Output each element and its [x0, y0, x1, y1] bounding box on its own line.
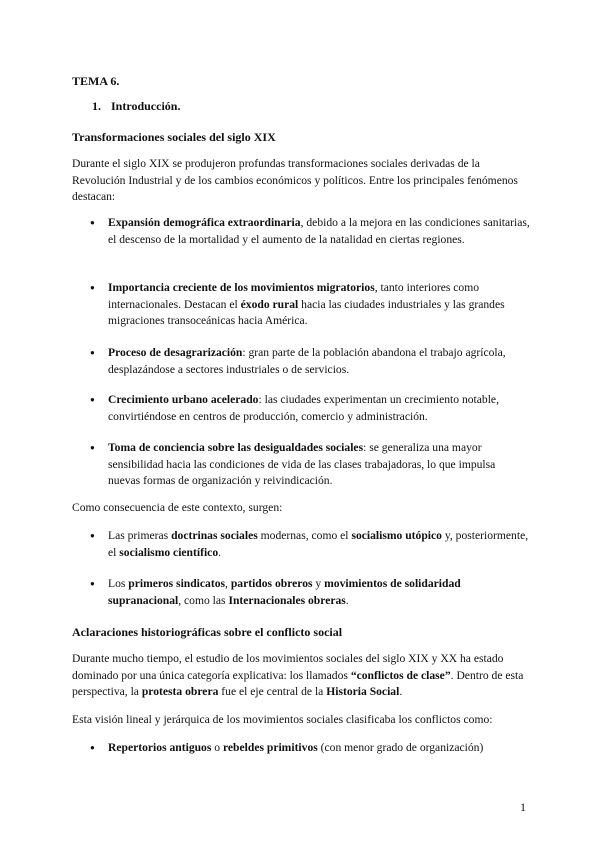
- list-item: [90, 392, 530, 425]
- list-item: [90, 280, 530, 330]
- item-text: Los: [108, 577, 129, 590]
- item-text: fue el eje central de la: [218, 685, 327, 698]
- item-text: . Dentro de esta perspectiva, la: [72, 668, 524, 698]
- item-text: Las primeras: [108, 529, 172, 542]
- intro-title: Introducción.: [111, 99, 181, 113]
- paragraph-classification: Esta visión lineal y jerárquica de los movimientos sociales clasificaba los conflictos como:: [72, 713, 493, 726]
- item-text: Durante mucho tiempo, el estudio de los movimientos sociales del siglo XIX y XX ha estado dominado por una única categoría explicativa: los llamados: [72, 652, 504, 682]
- bold-term: movimientos de solidaridad supranacional: [108, 577, 461, 607]
- bold-term: Importancia creciente de los movimientos migratorios: [108, 281, 375, 294]
- bold-term: Expansión demográfica extraordinaria: [108, 216, 301, 229]
- bold-term: protesta obrera: [141, 685, 219, 698]
- page-number: 1: [520, 800, 526, 814]
- section-title-aclaraciones: Aclaraciones historiográficas sobre el conflicto social: [72, 625, 343, 639]
- bold-term: primeros sindicatos: [128, 577, 226, 590]
- item-text: (con menor grado de organización): [317, 741, 484, 754]
- bullet-list-consequences: [90, 576, 530, 609]
- bold-term: socialismo científico: [119, 545, 219, 559]
- item-text: .: [345, 593, 349, 607]
- item-text: .: [218, 545, 222, 559]
- bold-term: Internacionales obreras: [228, 593, 346, 607]
- item-text: o: [211, 741, 223, 754]
- list-item: [90, 740, 530, 757]
- bullet-list-phenomena: [90, 440, 530, 490]
- bold-term: Crecimiento urbano acelerado: [108, 393, 259, 406]
- item-text: y: [312, 577, 325, 590]
- page-title: TEMA 6.: [72, 74, 120, 88]
- bold-term: Repertorios antiguos: [108, 741, 212, 754]
- item-text: modernas, como el: [257, 529, 352, 542]
- intro-number: 1.: [92, 99, 101, 113]
- list-item: [90, 440, 530, 490]
- item-text: : gran parte de la población abandona el trabajo agrícola, desplazándose a sectores industriales o de servicios.: [108, 346, 506, 376]
- bullet-list-phenomena: [90, 215, 530, 248]
- bold-term: doctrinas sociales: [171, 529, 258, 542]
- bullet-list-phenomena: [90, 280, 530, 330]
- item-text: hacia las ciudades industriales y las grandes migraciones transoceánicas hacia América.: [108, 297, 505, 327]
- item-text: : las ciudades experimentan un crecimiento notable, convirtiéndose en centros de producción, comercio y administración.: [108, 393, 499, 423]
- paragraph-historiography: [72, 651, 532, 701]
- item-text: , como las: [178, 593, 229, 607]
- intro-heading: [92, 98, 552, 115]
- bold-term: socialismo utópico: [351, 529, 442, 542]
- item-text: , tanto interiores como internacionales. Destacan el: [108, 281, 480, 311]
- section-title-transformaciones: Transformaciones sociales del siglo XIX: [72, 130, 276, 144]
- list-item: [90, 576, 530, 609]
- bullet-list-consequences: [90, 528, 530, 561]
- item-text: ,: [225, 577, 231, 590]
- bold-term: rebeldes primitivos: [222, 741, 318, 754]
- bullet-list-phenomena: [90, 345, 530, 378]
- item-text: .: [399, 685, 403, 698]
- bold-term: Historia Social: [326, 685, 400, 698]
- list-item: [90, 528, 530, 561]
- list-item: [90, 215, 530, 248]
- bullet-list-phenomena: [90, 392, 530, 425]
- bold-term: éxodo rural: [240, 297, 299, 311]
- bold-term: Proceso de desagrarización: [108, 346, 243, 359]
- list-item: [90, 345, 530, 378]
- item-text: , debido a la mejora en las condiciones sanitarias, el descenso de la mortalidad y el aumento de la natalidad en ciertas regiones.: [108, 216, 530, 246]
- item-text: : se generaliza una mayor sensibilidad hacia las condiciones de vida de las clases trabajadoras, lo que impulsa nuevas formas de organización y reivindicación.: [108, 441, 496, 487]
- bold-term: Toma de conciencia sobre las desigualdades sociales: [108, 441, 364, 454]
- paragraph-intro: Durante el siglo XIX se produjeron profundas transformaciones sociales derivadas de la Revolución Industrial y de los cambios económicos y políticos. Entre los principales fenómenos destacan:: [72, 157, 518, 203]
- bullet-list-classification: [90, 740, 530, 757]
- paragraph-consequence: Como consecuencia de este contexto, surgen:: [72, 501, 283, 514]
- bold-term: “conflictos de clase”: [350, 668, 451, 682]
- bold-term: partidos obreros: [230, 577, 313, 590]
- item-text: y, posteriormente, el: [108, 529, 529, 559]
